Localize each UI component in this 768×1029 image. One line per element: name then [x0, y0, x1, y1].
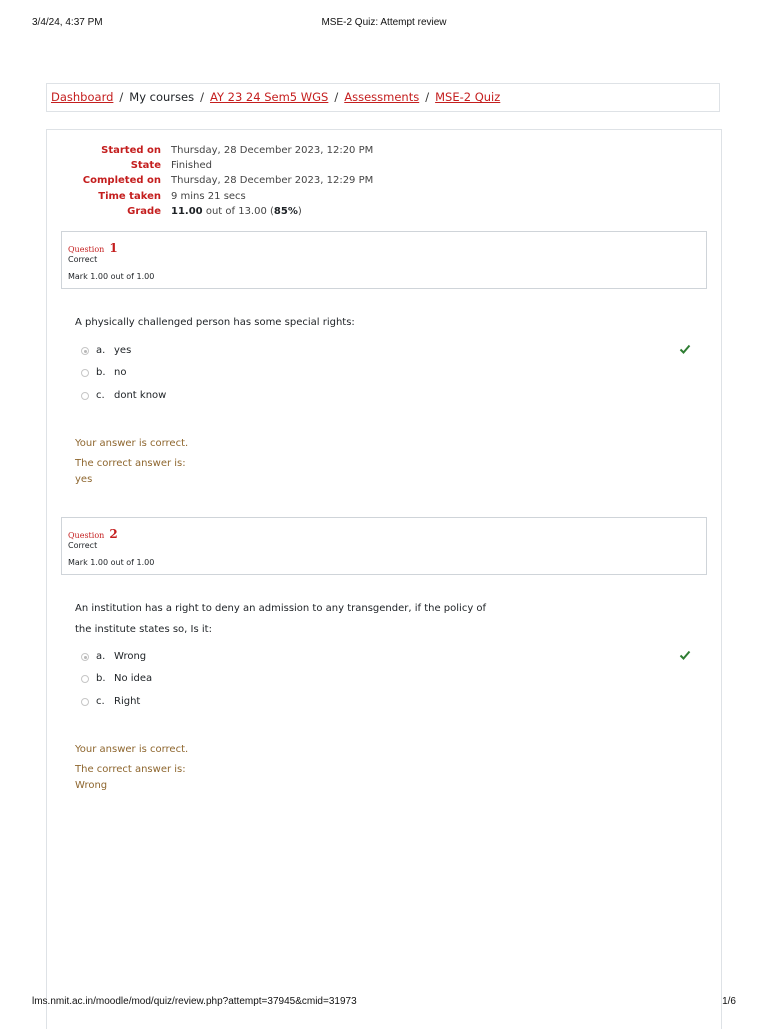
radio-icon[interactable]	[81, 347, 89, 355]
question-1-body	[75, 312, 695, 333]
option-text: No idea	[114, 673, 153, 684]
print-url: lms.nmit.ac.in/moodle/mod/quiz/review.php?attempt=37945&cmid=31973	[32, 996, 357, 1007]
summary-row-started	[47, 145, 447, 160]
summary-row-completed	[47, 175, 447, 190]
breadcrumb-my-courses: My courses	[129, 90, 195, 104]
started-label: Started on	[101, 145, 161, 156]
option-text: dont know	[114, 390, 167, 401]
breadcrumb-course-link[interactable]: AY 23 24 Sem5 WGS	[209, 90, 329, 104]
answer-correct-message: Your answer is correct.	[75, 744, 189, 755]
question-2-state: Correct	[68, 541, 98, 550]
print-datetime: 3/4/24, 4:37 PM	[32, 17, 103, 28]
radio-icon[interactable]	[81, 675, 89, 683]
breadcrumb-quiz-link[interactable]: MSE-2 Quiz	[435, 90, 501, 104]
option-text: yes	[114, 345, 132, 356]
print-page-number: 1/6	[722, 996, 736, 1007]
option-letter: b.	[96, 367, 106, 378]
breadcrumb-separator: /	[334, 90, 339, 104]
grade-value	[171, 206, 302, 217]
state-label: State	[130, 160, 161, 172]
summary-row-time	[47, 191, 447, 206]
radio-icon[interactable]	[81, 392, 89, 400]
summary-row-state	[47, 160, 447, 175]
question-number: 1	[109, 241, 118, 255]
check-icon	[679, 649, 691, 661]
question-2-number	[68, 523, 118, 542]
completed-value: Thursday, 28 December 2023, 12:29 PM	[171, 175, 374, 187]
print-title: MSE-2 Quiz: Attempt review	[321, 17, 447, 28]
question-2-text-line-2: the institute states so, Is it:	[75, 624, 212, 635]
grade-percent: 85%	[273, 205, 298, 217]
started-value: Thursday, 28 December 2023, 12:20 PM	[171, 145, 374, 156]
correct-answer-label: The correct answer is:	[75, 764, 186, 775]
summary-row-grade	[47, 206, 447, 221]
check-icon	[679, 343, 691, 355]
question-1-number	[68, 237, 118, 256]
question-word: Question	[68, 245, 105, 254]
state-value: Finished	[171, 160, 212, 172]
time-taken-value: 9 mins 21 secs	[171, 190, 246, 202]
print-footer	[32, 996, 736, 1010]
breadcrumb-separator: /	[119, 90, 124, 104]
completed-label: Completed on	[82, 175, 161, 187]
breadcrumb-separator: /	[200, 90, 204, 104]
breadcrumb-dashboard-link[interactable]: Dashboard	[51, 90, 114, 104]
breadcrumb	[46, 83, 720, 112]
option-letter: a.	[96, 345, 106, 356]
breadcrumb-assessments-link[interactable]: Assessments	[344, 90, 420, 104]
question-number: 2	[109, 527, 118, 541]
option-letter: c.	[96, 390, 105, 401]
correct-answer-value: Wrong	[75, 780, 108, 791]
question-1-text: A physically challenged person has some special rights:	[75, 317, 355, 328]
option-text: Right	[114, 696, 141, 707]
question-2-info	[61, 517, 707, 575]
time-taken-label: Time taken	[98, 190, 161, 202]
breadcrumb-separator: /	[425, 90, 430, 104]
print-header	[32, 17, 736, 31]
question-1-info	[61, 231, 707, 289]
question-2-text-line-1: An institution has a right to deny an admission to any transgender, if the policy of	[75, 603, 487, 614]
grade-close-paren: )	[297, 205, 302, 217]
question-1-mark: Mark 1.00 out of 1.00	[68, 272, 155, 281]
radio-icon[interactable]	[81, 698, 89, 706]
correct-answer-value: yes	[75, 474, 93, 485]
question-word: Question	[68, 531, 105, 540]
correct-answer-label: The correct answer is:	[75, 458, 186, 469]
question-1-state: Correct	[68, 255, 98, 264]
attempt-summary	[47, 145, 447, 221]
option-text: no	[114, 367, 127, 378]
option-letter: a.	[96, 651, 106, 662]
grade-score: 11.00	[171, 205, 203, 217]
radio-icon[interactable]	[81, 369, 89, 377]
question-2-mark: Mark 1.00 out of 1.00	[68, 558, 155, 567]
quiz-review-region	[46, 129, 722, 1029]
option-text: Wrong	[114, 651, 147, 662]
answer-correct-message: Your answer is correct.	[75, 438, 189, 449]
grade-label: Grade	[127, 205, 161, 217]
question-2-body	[75, 598, 695, 640]
option-letter: b.	[96, 673, 106, 684]
option-letter: c.	[96, 696, 105, 707]
grade-out-of: out of 13.00 (	[205, 205, 274, 217]
radio-icon[interactable]	[81, 653, 89, 661]
